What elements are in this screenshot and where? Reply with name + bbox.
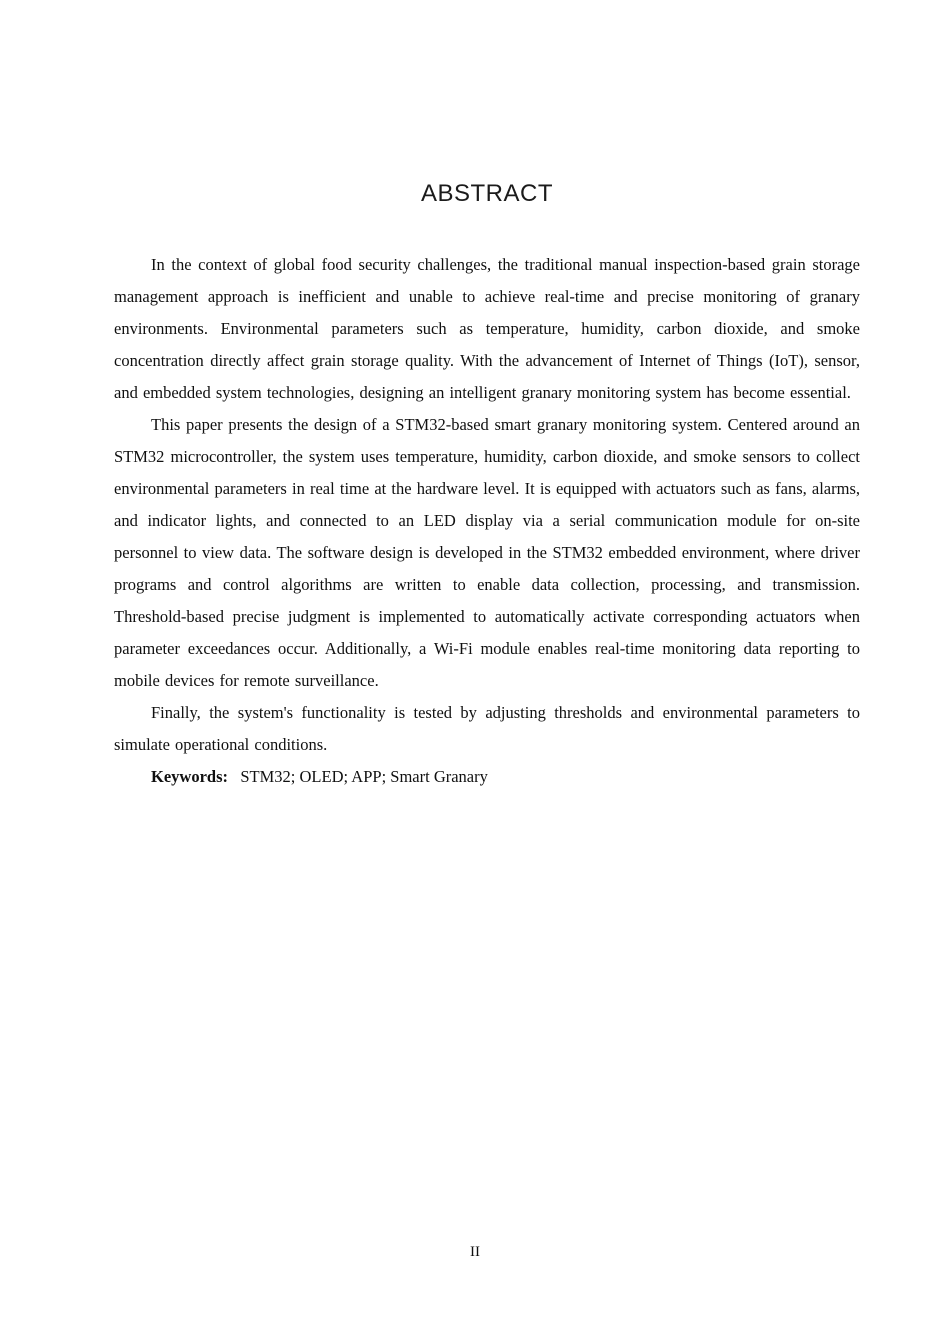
keywords-line: [114, 761, 860, 793]
keywords-text: STM32; OLED; APP; Smart Granary: [240, 767, 488, 786]
abstract-paragraph-3: Finally, the system's functionality is tested by adjusting thresholds and environmental parameters to simulate operational conditions.: [114, 703, 860, 754]
page-number: II: [470, 1244, 480, 1260]
abstract-body: [114, 249, 860, 793]
abstract-paragraph-1: In the context of global food security challenges, the traditional manual inspection-based grain storage management approach is inefficient and unable to achieve real-time and precise monitoring of granary environments. Environmental parameters such as temperature, humidity, carbon dioxide, and smoke concentration directly affect grain storage quality. With the advancement of Internet of Things (IoT), sensor, and embedded system technologies, designing an intelligent granary monitoring system has become essential.: [114, 255, 860, 402]
keywords-spacer: [232, 767, 236, 786]
page-content: [114, 0, 860, 793]
keywords-label: Keywords:: [151, 767, 228, 786]
page-title: ABSTRACT: [420, 180, 553, 207]
abstract-paragraph-2: This paper presents the design of a STM32-based smart granary monitoring system. Centered around an STM32 microcontroller, the system uses temperature, humidity, carbon dioxide, and smoke sensors to collect environmental parameters in real time at the hardware level. It is equipped with actuators such as fans, alarms, and indicator lights, and connected to an LED display via a serial communication module for on-site personnel to view data. The software design is developed in the STM32 embedded environment, where driver programs and control algorithms are written to enable data collection, processing, and transmission. Threshold-based precise judgment is implemented to automatically activate corresponding actuators when parameter exceedances occur. Additionally, a Wi-Fi module enables real-time monitoring data reporting to mobile devices for remote surveillance.: [114, 415, 860, 690]
